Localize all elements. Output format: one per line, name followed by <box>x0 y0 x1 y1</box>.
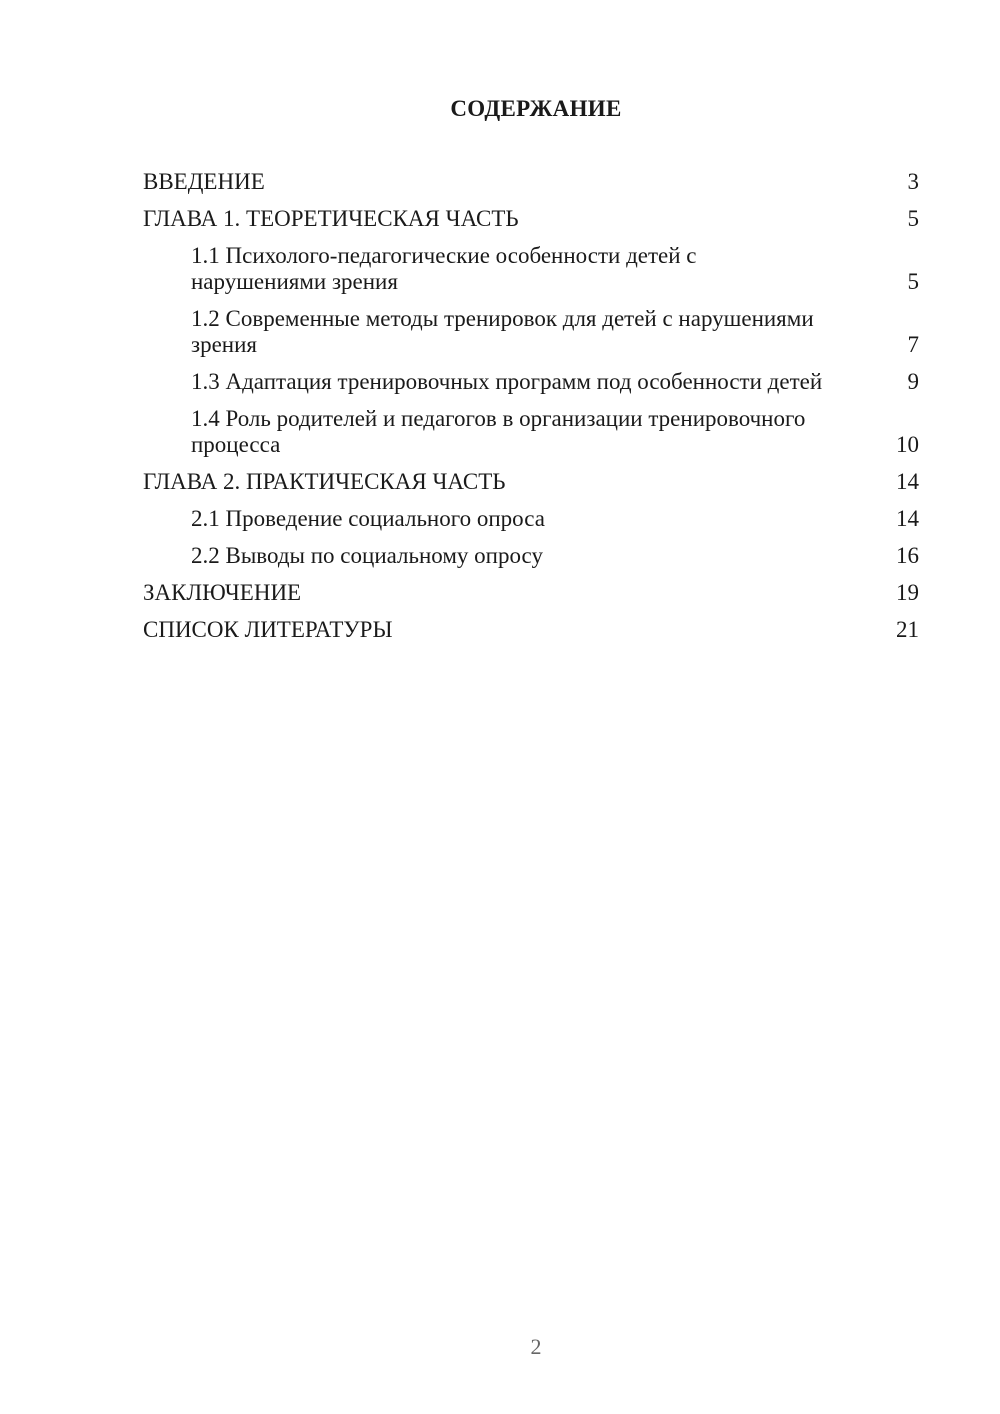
page-number: 2 <box>530 1334 542 1359</box>
toc-entry-section-1-1[interactable] <box>143 243 919 295</box>
toc-entry-page: 10 <box>896 432 919 457</box>
toc-entry-title: ГЛАВА 1. ТЕОРЕТИЧЕСКАЯ ЧАСТЬ <box>143 206 519 231</box>
toc-entry-page: 5 <box>907 206 919 231</box>
toc-entry-title: ЗАКЛЮЧЕНИЕ <box>143 580 302 605</box>
toc-entry-page: 19 <box>896 580 919 605</box>
toc-entry-title: 1.4 Роль родителей и педагогов в организации тренировочного процесса <box>191 406 806 457</box>
toc-entry-section-1-2[interactable] <box>143 306 919 358</box>
toc-entry-page: 5 <box>907 269 919 294</box>
toc-entry-title: ВВЕДЕНИЕ <box>143 169 265 194</box>
toc-entry-section-2-2[interactable] <box>143 543 919 569</box>
toc-entry-section-1-3[interactable] <box>143 369 919 395</box>
toc-entry-page: 9 <box>907 369 919 394</box>
toc-entry-title: 1.1 Психолого-педагогические особенности детей с нарушениями зрения <box>191 243 697 294</box>
table-of-contents <box>143 169 919 654</box>
toc-entry-page: 3 <box>907 169 919 194</box>
toc-entry-introduction[interactable] <box>143 169 919 195</box>
toc-entry-page: 7 <box>907 332 919 357</box>
toc-entry-page: 14 <box>896 469 919 494</box>
toc-entry-title: ГЛАВА 2. ПРАКТИЧЕСКАЯ ЧАСТЬ <box>143 469 506 494</box>
toc-entry-chapter-2[interactable] <box>143 469 919 495</box>
toc-entry-title: 1.2 Современные методы тренировок для детей с нарушениями зрения <box>191 306 814 357</box>
page-title: СОДЕРЖАНИЕ <box>450 96 622 121</box>
toc-entry-title: 2.1 Проведение социального опроса <box>191 506 545 531</box>
toc-entry-chapter-1[interactable] <box>143 206 919 232</box>
toc-entry-references[interactable] <box>143 617 919 643</box>
toc-entry-page: 14 <box>896 506 919 531</box>
toc-entry-page: 21 <box>896 617 919 642</box>
toc-entry-section-1-4[interactable] <box>143 406 919 458</box>
toc-entry-title: 2.2 Выводы по социальному опросу <box>191 543 543 568</box>
toc-entry-title: 1.3 Адаптация тренировочных программ под особенности детей <box>191 369 823 394</box>
toc-entry-page: 16 <box>896 543 919 568</box>
toc-entry-conclusion[interactable] <box>143 580 919 606</box>
toc-entry-title: СПИСОК ЛИТЕРАТУРЫ <box>143 617 393 642</box>
toc-entry-section-2-1[interactable] <box>143 506 919 532</box>
